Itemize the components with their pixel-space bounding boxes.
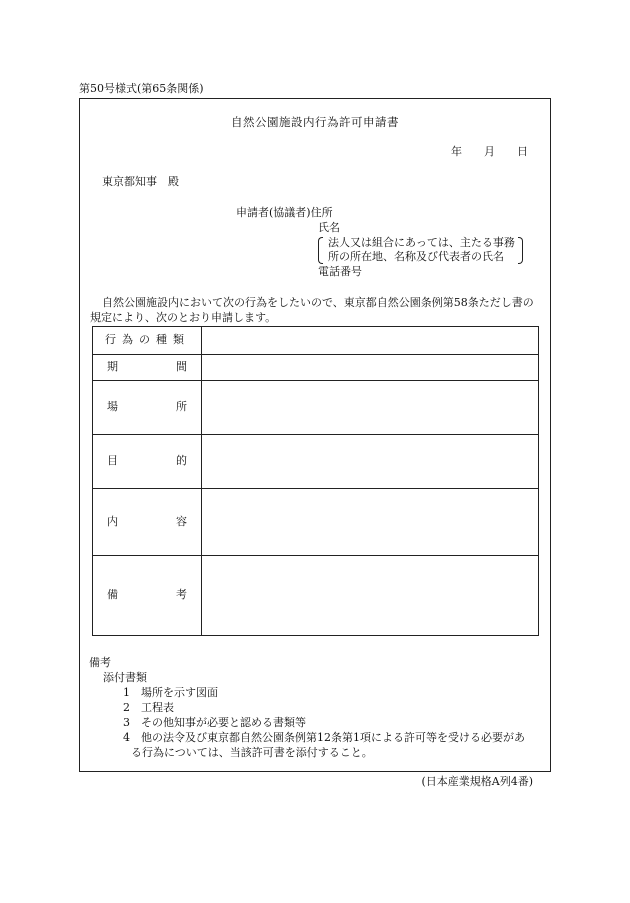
content-field[interactable] <box>202 489 539 556</box>
note-item-number: 3 <box>123 716 130 729</box>
list-item <box>89 685 544 700</box>
content-label-left: 内 <box>107 514 118 528</box>
addressee: 東京都知事 殿 <box>102 175 179 188</box>
activity-type-label: 行為の種類 <box>105 333 190 347</box>
notes-heading: 備考 <box>89 656 111 669</box>
applicant-name-label: 氏名 <box>318 221 340 234</box>
list-item <box>89 700 544 715</box>
note-item-number: 2 <box>123 701 130 714</box>
table-row <box>93 489 539 556</box>
row-label-purpose <box>93 435 202 489</box>
location-label-right: 所 <box>176 400 187 414</box>
applicant-note-line2: 所の所在地、名称及び代表者の氏名 <box>328 250 504 264</box>
location-label-left: 場 <box>107 400 118 414</box>
form-number: 第50号様式(第65条関係) <box>79 82 204 95</box>
note-item-number: 4 <box>123 731 130 744</box>
paper-size-note: (日本産業規格A列4番) <box>421 775 533 788</box>
table-row <box>93 556 539 636</box>
purpose-field[interactable] <box>202 435 539 489</box>
period-label-left: 期 <box>107 360 118 374</box>
row-label-content <box>93 489 202 556</box>
remarks-label-left: 備 <box>107 588 118 602</box>
note-item-text: 場所を示す図面 <box>141 686 218 699</box>
row-label-activity-type <box>93 327 202 355</box>
notes-section <box>89 655 544 760</box>
date-year-label: 年 <box>451 145 462 158</box>
period-label-right: 間 <box>176 360 187 374</box>
row-label-period <box>93 355 202 381</box>
table-row <box>93 435 539 489</box>
notes-subheading: 添付書類 <box>103 671 147 684</box>
list-item <box>89 715 544 730</box>
application-statement: 自然公園施設内において次の行為をしたいので、東京都自然公園条例第58条ただし書の規定により、次のとおり申請します。 <box>90 296 534 324</box>
applicant-note-line1: 法人又は組合にあっては、主たる事務 <box>328 236 515 249</box>
applicant-address-label: 申請者(協議者)住所 <box>236 206 333 219</box>
applicant-phone-label: 電話番号 <box>318 264 362 278</box>
purpose-label-right: 的 <box>176 454 187 468</box>
note-item-text: その他知事が必要と認める書類等 <box>141 716 306 729</box>
list-item <box>89 730 544 745</box>
table-row <box>93 327 539 355</box>
application-table <box>92 326 539 636</box>
date-day-label: 日 <box>517 145 528 158</box>
row-label-remarks <box>93 556 202 636</box>
form-title: 自然公園施設内行為許可申請書 <box>231 115 399 129</box>
purpose-label-left: 目 <box>107 454 118 468</box>
remarks-field[interactable] <box>202 556 539 636</box>
remarks-label-right: 考 <box>176 588 187 602</box>
content-label-right: 容 <box>176 514 187 528</box>
applicant-block <box>236 206 523 280</box>
note-item-text: 工程表 <box>141 701 174 714</box>
location-field[interactable] <box>202 381 539 435</box>
activity-type-field[interactable] <box>202 327 539 355</box>
note-item-number: 1 <box>123 686 130 699</box>
table-row <box>93 355 539 381</box>
date-field <box>451 145 528 159</box>
applicant-corporate-note <box>318 236 523 265</box>
period-field[interactable] <box>202 355 539 381</box>
row-label-location <box>93 381 202 435</box>
note-item-text: 他の法令及び東京都自然公園条例第12条第1項による許可等を受ける必要があ <box>141 731 525 744</box>
date-month-label: 月 <box>484 145 495 158</box>
note-item-continuation: る行為については、当該許可書を添付すること。 <box>131 746 373 759</box>
form-frame <box>79 98 551 772</box>
table-row <box>93 381 539 435</box>
